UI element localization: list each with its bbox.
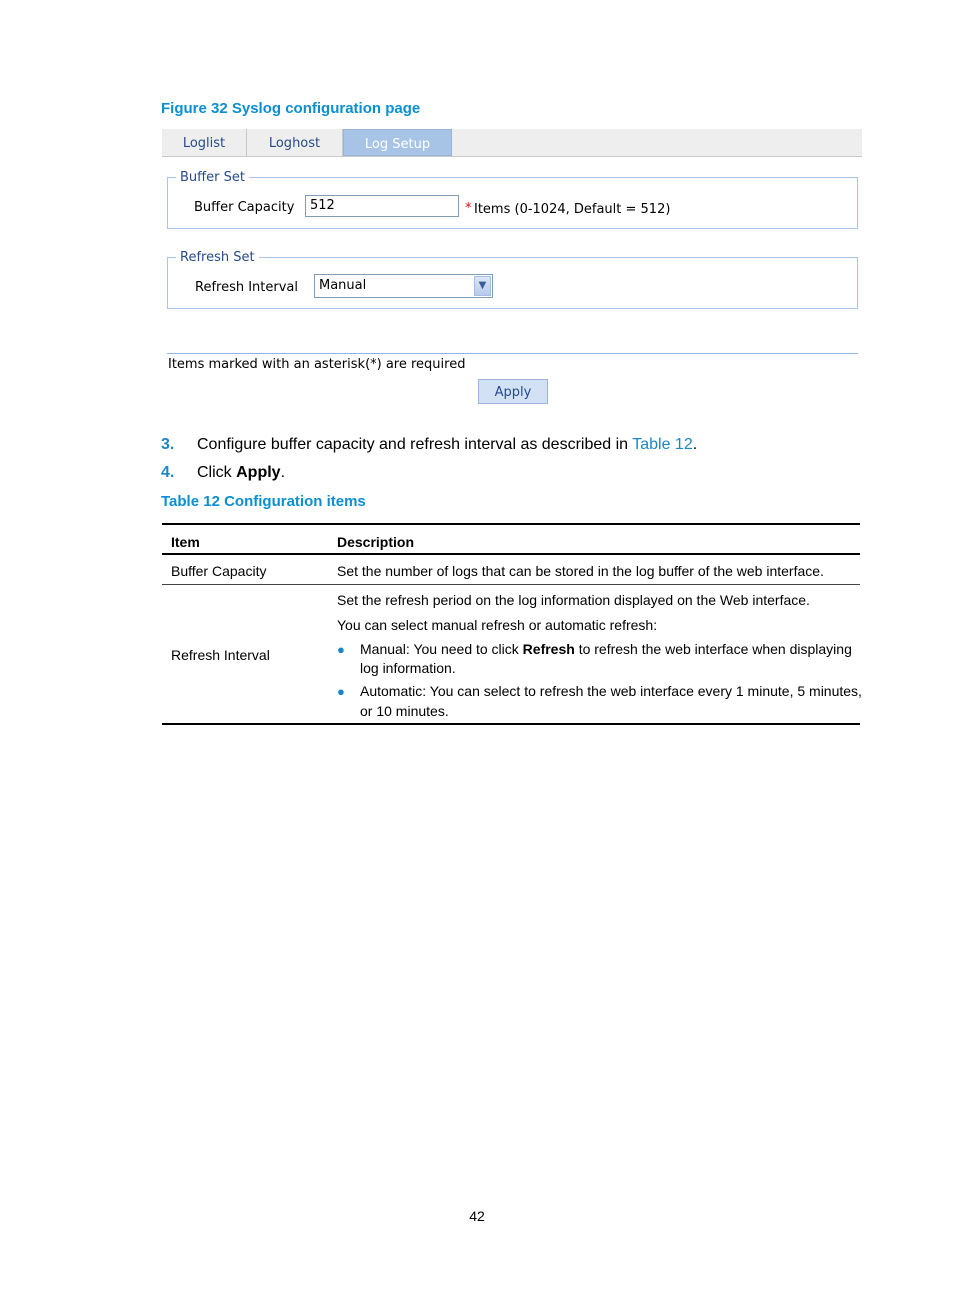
buffer-capacity-label: Buffer Capacity — [194, 200, 295, 215]
bullet-manual-cont: log information. — [360, 660, 456, 676]
refresh-interval-value: Manual — [319, 278, 367, 293]
table-12-link[interactable]: Table 12 — [632, 436, 693, 453]
table-caption: Table 12 Configuration items — [161, 493, 366, 510]
bullet-manual-text-end: to refresh the web interface when displaying — [574, 641, 852, 657]
table-top-rule — [162, 523, 860, 525]
row-rule — [162, 584, 860, 585]
table-bottom-rule — [162, 723, 860, 725]
step-number: 4. — [161, 464, 175, 481]
apply-button[interactable]: Apply — [478, 379, 548, 404]
tab-loglist[interactable]: Loglist — [162, 129, 247, 156]
bullet-icon: ● — [337, 684, 345, 699]
tab-loghost[interactable]: Loghost — [247, 129, 343, 156]
row-item: Buffer Capacity — [171, 563, 267, 579]
figure-caption: Figure 32 Syslog configuration page — [161, 100, 421, 117]
chevron-down-icon[interactable]: ▼ — [474, 276, 491, 296]
buffer-capacity-hint: Items (0-1024, Default = 512) — [474, 202, 671, 217]
bullet-icon: ● — [337, 642, 345, 657]
divider — [167, 353, 858, 354]
bullet-automatic-cont: or 10 minutes. — [360, 703, 449, 719]
row-description: Set the number of logs that can be stored in the log buffer of the web interface. — [337, 563, 824, 579]
step-text: Click — [197, 464, 237, 481]
row-item: Refresh Interval — [171, 647, 270, 663]
step-text: Configure buffer capacity and refresh interval as described in — [197, 436, 633, 453]
buffer-capacity-input[interactable]: 512 — [305, 195, 459, 217]
row-description-line1: Set the refresh period on the log information displayed on the Web interface. — [337, 592, 810, 608]
step-text-end: . — [280, 464, 286, 481]
syslog-config-screenshot — [162, 129, 862, 409]
bullet-manual-text: Manual: You need to click — [360, 641, 523, 657]
step-bold: Apply — [236, 464, 281, 481]
required-asterisk: * — [465, 201, 472, 216]
refresh-set-legend: Refresh Set — [180, 250, 255, 265]
row-description-line2: You can select manual refresh or automatic refresh: — [337, 617, 658, 633]
bullet-manual — [360, 641, 852, 657]
bullet-automatic: Automatic: You can select to refresh the web interface every 1 minute, 5 minutes, — [360, 683, 862, 699]
buffer-set-legend: Buffer Set — [180, 170, 245, 185]
refresh-interval-label: Refresh Interval — [195, 280, 299, 295]
bullet-manual-bold: Refresh — [522, 641, 575, 657]
header-item: Item — [171, 534, 200, 550]
tab-log-setup[interactable]: Log Setup — [343, 129, 452, 156]
header-rule — [162, 553, 860, 555]
step-text-end: . — [692, 436, 698, 453]
page-number: 42 — [469, 1208, 485, 1224]
required-note: Items marked with an asterisk(*) are required — [168, 357, 466, 372]
refresh-interval-select[interactable] — [314, 274, 493, 298]
header-description: Description — [337, 534, 415, 550]
tab-bar — [162, 129, 862, 157]
step-number: 3. — [161, 436, 175, 453]
